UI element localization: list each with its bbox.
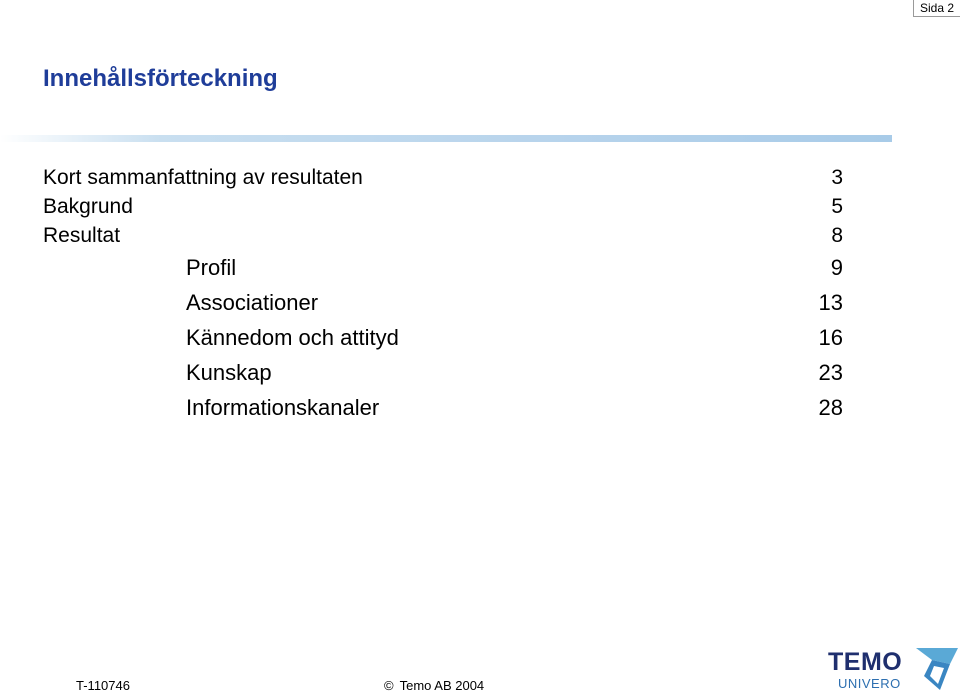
toc-entry-page: 3 <box>831 166 843 189</box>
toc-sub-entry-page: 16 <box>818 325 843 350</box>
toc-sub-entry-label: Associationer <box>186 290 319 315</box>
toc-sub-entry-page: 28 <box>818 395 843 420</box>
copyright-icon: © <box>384 678 394 693</box>
toc-entry-label: Kort sammanfattning av resultaten <box>43 166 363 189</box>
toc-sub-entry-label: Kunskap <box>186 360 272 385</box>
toc-sub-entry <box>43 250 843 285</box>
toc-sub-entry-label: Kännedom och attityd <box>186 325 399 350</box>
toc-entry <box>43 192 843 221</box>
logo-subtitle: UNIVERO <box>838 676 901 691</box>
toc-sub-entry-label: Profil <box>186 255 237 280</box>
document-code: T-110746 <box>76 678 130 693</box>
toc-entry <box>43 221 843 250</box>
toc-sub-entry <box>43 355 843 390</box>
toc-sub-entry <box>43 285 843 320</box>
page-number-label: Sida 2 <box>913 0 960 17</box>
table-of-contents <box>43 163 843 425</box>
page-title: Innehållsförteckning <box>43 65 278 92</box>
toc-entry <box>43 163 843 192</box>
copyright-text: Temo AB 2004 <box>399 678 485 693</box>
toc-sub-entry <box>43 320 843 355</box>
toc-sub-entry-page: 13 <box>818 290 843 315</box>
toc-sub-entry-page: 23 <box>818 360 843 385</box>
company-logo <box>826 646 960 693</box>
toc-entry-label: Bakgrund <box>43 195 133 218</box>
toc-entry-page: 8 <box>831 224 843 247</box>
toc-sub-entry-label: Informationskanaler <box>186 395 380 420</box>
logo-wordmark: TEMO <box>828 648 903 676</box>
copyright-notice <box>384 678 484 693</box>
toc-entry-label: Resultat <box>43 224 121 247</box>
title-divider <box>0 135 892 142</box>
toc-sub-entry-page: 9 <box>830 255 843 280</box>
toc-sub-entry <box>43 390 843 425</box>
toc-entry-page: 5 <box>831 195 843 218</box>
logo-mark-icon <box>910 646 960 693</box>
